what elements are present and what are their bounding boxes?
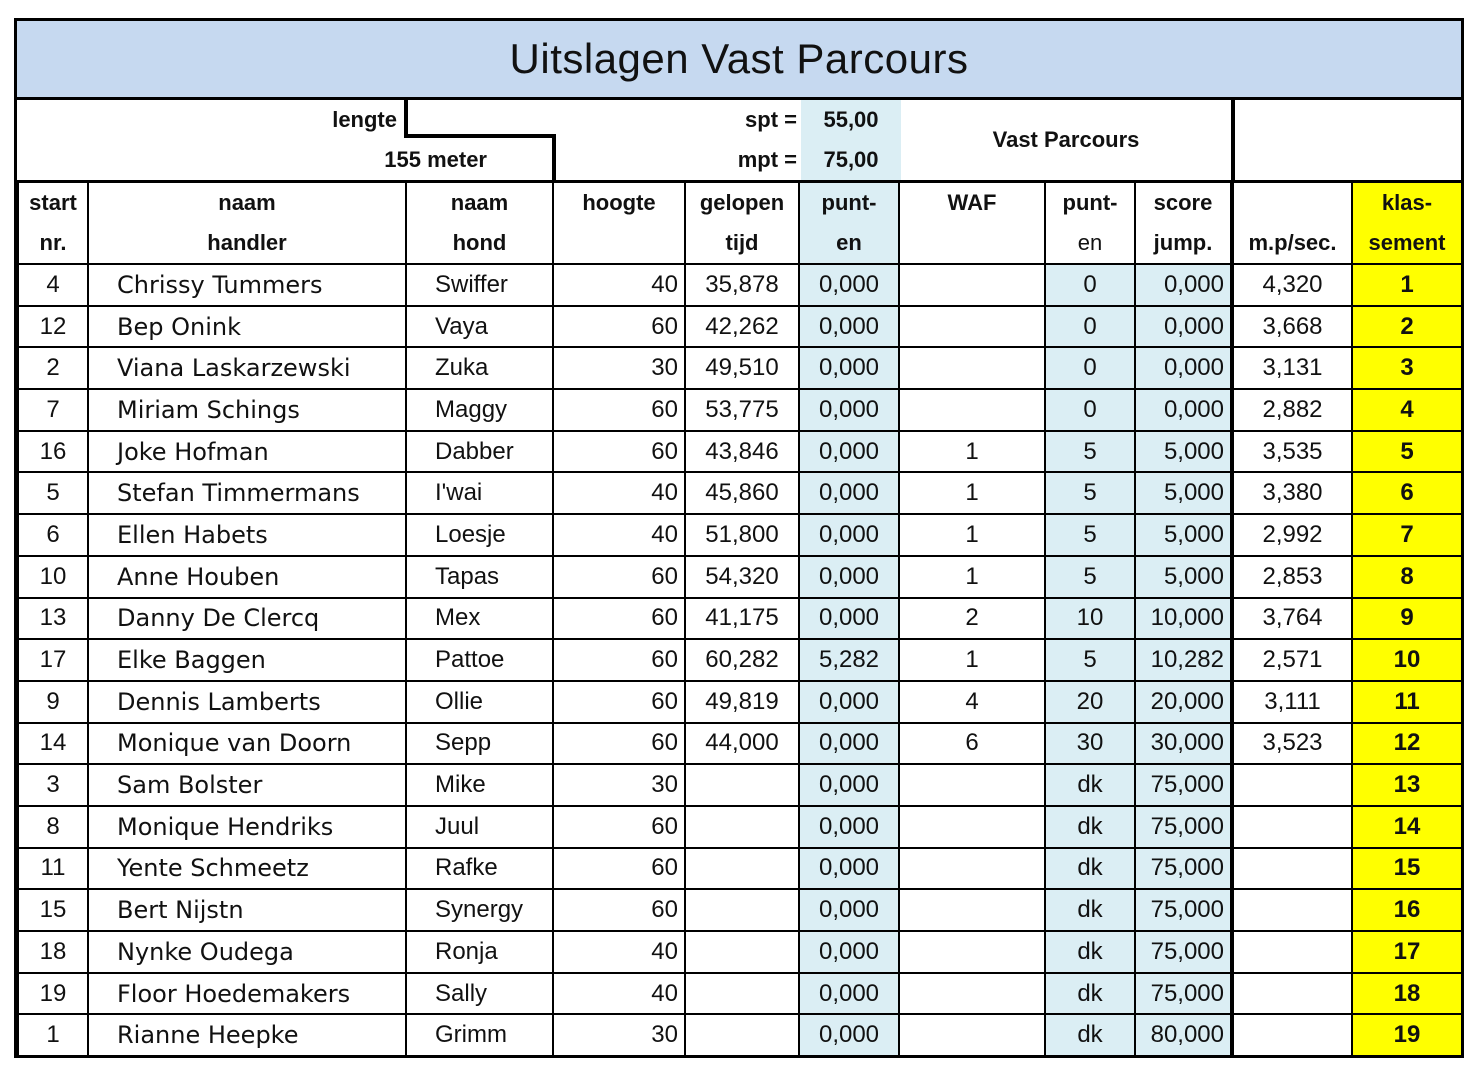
cell-hond: Dabber bbox=[406, 431, 553, 473]
cell-hond: Vaya bbox=[406, 306, 553, 348]
cell-handler: Miriam Schings bbox=[88, 389, 406, 431]
cell-hond: Zuka bbox=[406, 347, 553, 389]
cell-punten: dk bbox=[1045, 973, 1135, 1015]
cell-handler: Rianne Heepke bbox=[88, 1014, 406, 1056]
cell-mps: 2,992 bbox=[1232, 514, 1352, 556]
cell-klassement: 17 bbox=[1352, 931, 1462, 973]
cell-handler: Elke Baggen bbox=[88, 639, 406, 681]
cell-handler: Viana Laskarzewski bbox=[88, 347, 406, 389]
cell-punten: 5 bbox=[1045, 514, 1135, 556]
page-title: Uitslagen Vast Parcours bbox=[17, 21, 1461, 100]
col-punten: punt- bbox=[1045, 183, 1135, 223]
cell-waf: 1 bbox=[899, 556, 1045, 598]
cell-start: 8 bbox=[18, 806, 88, 848]
cell-tijd: 49,510 bbox=[685, 347, 799, 389]
table-row bbox=[18, 848, 1462, 890]
cell-hoogte: 30 bbox=[553, 347, 685, 389]
cell-handler: Chrissy Tummers bbox=[88, 264, 406, 306]
cell-mps: 3,131 bbox=[1232, 347, 1352, 389]
cell-punten: dk bbox=[1045, 764, 1135, 806]
table-row bbox=[18, 973, 1462, 1015]
cell-punten: 30 bbox=[1045, 723, 1135, 765]
cell-handler: Joke Hofman bbox=[88, 431, 406, 473]
cell-tijdpunten: 0,000 bbox=[799, 848, 899, 890]
cell-punten: 5 bbox=[1045, 472, 1135, 514]
cell-klassement: 3 bbox=[1352, 347, 1462, 389]
cell-waf bbox=[899, 806, 1045, 848]
col-handler: naam bbox=[88, 183, 406, 223]
cell-punten: dk bbox=[1045, 806, 1135, 848]
cell-mps bbox=[1232, 848, 1352, 890]
cell-mps: 4,320 bbox=[1232, 264, 1352, 306]
col-score: score bbox=[1135, 183, 1232, 223]
cell-score: 75,000 bbox=[1135, 889, 1232, 931]
cell-handler: Ellen Habets bbox=[88, 514, 406, 556]
cell-tijd: 60,282 bbox=[685, 639, 799, 681]
cell-start: 11 bbox=[18, 848, 88, 890]
spt-value: 55,00 bbox=[823, 107, 879, 132]
cell-tijdpunten: 0,000 bbox=[799, 598, 899, 640]
cell-hond: Maggy bbox=[406, 389, 553, 431]
cell-klassement: 13 bbox=[1352, 764, 1462, 806]
col-hond-sub: hond bbox=[406, 223, 553, 264]
cell-tijd: 53,775 bbox=[685, 389, 799, 431]
cell-punten: 0 bbox=[1045, 389, 1135, 431]
cell-tijd: 35,878 bbox=[685, 264, 799, 306]
cell-klassement: 6 bbox=[1352, 472, 1462, 514]
cell-tijdpunten: 0,000 bbox=[799, 889, 899, 931]
cell-handler: Sam Bolster bbox=[88, 764, 406, 806]
table-row bbox=[18, 639, 1462, 681]
cell-hoogte: 60 bbox=[553, 431, 685, 473]
col-tijdpunten-sub: en bbox=[799, 223, 899, 264]
col-hoogte-sub bbox=[553, 223, 685, 264]
cell-tijdpunten: 0,000 bbox=[799, 1014, 899, 1056]
lengte-value: 155 meter bbox=[384, 147, 487, 172]
divider bbox=[552, 134, 556, 180]
table-row bbox=[18, 1014, 1462, 1056]
col-tijdpunten: punt- bbox=[799, 183, 899, 223]
cell-punten: 0 bbox=[1045, 306, 1135, 348]
col-hoogte: hoogte bbox=[553, 183, 685, 223]
cell-start: 12 bbox=[18, 306, 88, 348]
cell-score: 20,000 bbox=[1135, 681, 1232, 723]
col-hond: naam bbox=[406, 183, 553, 223]
cell-score: 5,000 bbox=[1135, 556, 1232, 598]
cell-tijdpunten: 5,282 bbox=[799, 639, 899, 681]
spt-label: spt = bbox=[745, 107, 797, 132]
cell-tijd bbox=[685, 848, 799, 890]
cell-hond: Juul bbox=[406, 806, 553, 848]
cell-punten: 5 bbox=[1045, 431, 1135, 473]
cell-mps: 2,853 bbox=[1232, 556, 1352, 598]
cell-start: 2 bbox=[18, 347, 88, 389]
cell-waf bbox=[899, 848, 1045, 890]
table-row bbox=[18, 347, 1462, 389]
cell-waf: 1 bbox=[899, 514, 1045, 556]
cell-tijd bbox=[685, 764, 799, 806]
cell-score: 80,000 bbox=[1135, 1014, 1232, 1056]
table-row bbox=[18, 681, 1462, 723]
cell-hoogte: 40 bbox=[553, 931, 685, 973]
cell-hoogte: 40 bbox=[553, 973, 685, 1015]
cell-start: 10 bbox=[18, 556, 88, 598]
cell-mps: 3,668 bbox=[1232, 306, 1352, 348]
cell-hoogte: 60 bbox=[553, 723, 685, 765]
cell-mps: 2,571 bbox=[1232, 639, 1352, 681]
cell-tijdpunten: 0,000 bbox=[799, 764, 899, 806]
cell-tijd bbox=[685, 889, 799, 931]
cell-punten: 5 bbox=[1045, 639, 1135, 681]
cell-klassement: 11 bbox=[1352, 681, 1462, 723]
cell-tijdpunten: 0,000 bbox=[799, 681, 899, 723]
cell-waf: 6 bbox=[899, 723, 1045, 765]
cell-handler: Anne Houben bbox=[88, 556, 406, 598]
cell-tijdpunten: 0,000 bbox=[799, 931, 899, 973]
cell-klassement: 15 bbox=[1352, 848, 1462, 890]
mpt-label: mpt = bbox=[737, 147, 797, 172]
cell-waf bbox=[899, 306, 1045, 348]
cell-handler: Yente Schmeetz bbox=[88, 848, 406, 890]
cell-hoogte: 60 bbox=[553, 848, 685, 890]
cell-mps bbox=[1232, 931, 1352, 973]
cell-hoogte: 40 bbox=[553, 514, 685, 556]
cell-tijd: 45,860 bbox=[685, 472, 799, 514]
cell-start: 19 bbox=[18, 973, 88, 1015]
cell-start: 1 bbox=[18, 1014, 88, 1056]
col-handler-sub: handler bbox=[88, 223, 406, 264]
cell-waf bbox=[899, 889, 1045, 931]
cell-start: 5 bbox=[18, 472, 88, 514]
cell-hond: Grimm bbox=[406, 1014, 553, 1056]
cell-hoogte: 60 bbox=[553, 389, 685, 431]
cell-mps: 3,523 bbox=[1232, 723, 1352, 765]
cell-waf bbox=[899, 931, 1045, 973]
cell-score: 30,000 bbox=[1135, 723, 1232, 765]
cell-start: 17 bbox=[18, 639, 88, 681]
table-row bbox=[18, 556, 1462, 598]
cell-waf: 1 bbox=[899, 431, 1045, 473]
cell-mps bbox=[1232, 973, 1352, 1015]
cell-hoogte: 60 bbox=[553, 639, 685, 681]
cell-klassement: 14 bbox=[1352, 806, 1462, 848]
cell-hoogte: 40 bbox=[553, 264, 685, 306]
cell-start: 16 bbox=[18, 431, 88, 473]
cell-handler: Dennis Lamberts bbox=[88, 681, 406, 723]
cell-tijd: 51,800 bbox=[685, 514, 799, 556]
col-mps bbox=[1232, 183, 1352, 223]
cell-tijdpunten: 0,000 bbox=[799, 264, 899, 306]
results-table bbox=[17, 183, 1463, 1057]
cell-klassement: 5 bbox=[1352, 431, 1462, 473]
cell-hond: Tapas bbox=[406, 556, 553, 598]
cell-tijdpunten: 0,000 bbox=[799, 306, 899, 348]
cell-handler: Monique Hendriks bbox=[88, 806, 406, 848]
cell-mps: 3,380 bbox=[1232, 472, 1352, 514]
cell-mps bbox=[1232, 764, 1352, 806]
cell-hoogte: 60 bbox=[553, 598, 685, 640]
results-sheet bbox=[14, 18, 1464, 1058]
cell-klassement: 10 bbox=[1352, 639, 1462, 681]
cell-waf bbox=[899, 389, 1045, 431]
col-punten-sub: en bbox=[1045, 223, 1135, 264]
cell-score: 75,000 bbox=[1135, 931, 1232, 973]
cell-punten: 0 bbox=[1045, 347, 1135, 389]
cell-score: 0,000 bbox=[1135, 264, 1232, 306]
divider bbox=[1231, 100, 1235, 180]
cell-tijd bbox=[685, 806, 799, 848]
cell-klassement: 2 bbox=[1352, 306, 1462, 348]
cell-hond: Rafke bbox=[406, 848, 553, 890]
cell-tijd: 42,262 bbox=[685, 306, 799, 348]
col-waf: WAF bbox=[899, 183, 1045, 223]
cell-hond: Pattoe bbox=[406, 639, 553, 681]
cell-score: 0,000 bbox=[1135, 389, 1232, 431]
cell-punten: dk bbox=[1045, 931, 1135, 973]
cell-tijdpunten: 0,000 bbox=[799, 556, 899, 598]
col-klassement-sub: sement bbox=[1352, 223, 1462, 264]
cell-hond: Ronja bbox=[406, 931, 553, 973]
cell-waf: 1 bbox=[899, 472, 1045, 514]
divider bbox=[404, 100, 408, 137]
cell-punten: 5 bbox=[1045, 556, 1135, 598]
cell-handler: Monique van Doorn bbox=[88, 723, 406, 765]
cell-punten: 20 bbox=[1045, 681, 1135, 723]
cell-waf bbox=[899, 764, 1045, 806]
cell-start: 9 bbox=[18, 681, 88, 723]
cell-tijdpunten: 0,000 bbox=[799, 472, 899, 514]
cell-handler: Stefan Timmermans bbox=[88, 472, 406, 514]
cell-hond: Swiffer bbox=[406, 264, 553, 306]
cell-klassement: 12 bbox=[1352, 723, 1462, 765]
course-info bbox=[17, 100, 1461, 183]
table-row bbox=[18, 264, 1462, 306]
cell-handler: Floor Hoedemakers bbox=[88, 973, 406, 1015]
cell-klassement: 18 bbox=[1352, 973, 1462, 1015]
cell-mps: 3,535 bbox=[1232, 431, 1352, 473]
cell-waf: 4 bbox=[899, 681, 1045, 723]
cell-punten: dk bbox=[1045, 1014, 1135, 1056]
cell-tijdpunten: 0,000 bbox=[799, 806, 899, 848]
col-score-sub: jump. bbox=[1135, 223, 1232, 264]
cell-score: 5,000 bbox=[1135, 514, 1232, 556]
cell-start: 13 bbox=[18, 598, 88, 640]
cell-punten: dk bbox=[1045, 889, 1135, 931]
cell-punten: 10 bbox=[1045, 598, 1135, 640]
table-row bbox=[18, 723, 1462, 765]
cell-klassement: 1 bbox=[1352, 264, 1462, 306]
cell-mps bbox=[1232, 1014, 1352, 1056]
cell-hoogte: 40 bbox=[553, 472, 685, 514]
header-row bbox=[18, 183, 1462, 223]
table-row bbox=[18, 514, 1462, 556]
cell-score: 75,000 bbox=[1135, 764, 1232, 806]
cell-score: 5,000 bbox=[1135, 472, 1232, 514]
divider bbox=[404, 134, 556, 138]
col-mps-sub: m.p/sec. bbox=[1232, 223, 1352, 264]
cell-hond: Mike bbox=[406, 764, 553, 806]
cell-tijd bbox=[685, 973, 799, 1015]
cell-punten: dk bbox=[1045, 848, 1135, 890]
table-row bbox=[18, 431, 1462, 473]
cell-start: 6 bbox=[18, 514, 88, 556]
cell-hond: Synergy bbox=[406, 889, 553, 931]
cell-hoogte: 60 bbox=[553, 556, 685, 598]
cell-hoogte: 30 bbox=[553, 764, 685, 806]
cell-score: 75,000 bbox=[1135, 848, 1232, 890]
cell-waf: 2 bbox=[899, 598, 1045, 640]
lengte-label: lengte bbox=[332, 107, 397, 132]
cell-start: 4 bbox=[18, 264, 88, 306]
cell-start: 3 bbox=[18, 764, 88, 806]
cell-score: 0,000 bbox=[1135, 306, 1232, 348]
cell-tijdpunten: 0,000 bbox=[799, 389, 899, 431]
cell-hoogte: 60 bbox=[553, 806, 685, 848]
cell-score: 10,282 bbox=[1135, 639, 1232, 681]
cell-tijdpunten: 0,000 bbox=[799, 973, 899, 1015]
mpt-value: 75,00 bbox=[823, 147, 879, 172]
col-tijd: gelopen bbox=[685, 183, 799, 223]
header-row-2 bbox=[18, 223, 1462, 264]
cell-tijd: 41,175 bbox=[685, 598, 799, 640]
col-start: start bbox=[18, 183, 88, 223]
cell-score: 5,000 bbox=[1135, 431, 1232, 473]
cell-tijd: 43,846 bbox=[685, 431, 799, 473]
col-start-sub: nr. bbox=[18, 223, 88, 264]
cell-tijdpunten: 0,000 bbox=[799, 514, 899, 556]
cell-hoogte: 30 bbox=[553, 1014, 685, 1056]
cell-klassement: 19 bbox=[1352, 1014, 1462, 1056]
cell-score: 0,000 bbox=[1135, 347, 1232, 389]
col-klassement: klas- bbox=[1352, 183, 1462, 223]
table-row bbox=[18, 889, 1462, 931]
cell-hoogte: 60 bbox=[553, 681, 685, 723]
cell-klassement: 16 bbox=[1352, 889, 1462, 931]
cell-hond: Loesje bbox=[406, 514, 553, 556]
cell-hoogte: 60 bbox=[553, 889, 685, 931]
cell-hond: Ollie bbox=[406, 681, 553, 723]
cell-waf bbox=[899, 973, 1045, 1015]
cell-waf bbox=[899, 264, 1045, 306]
cell-score: 75,000 bbox=[1135, 806, 1232, 848]
cell-score: 75,000 bbox=[1135, 973, 1232, 1015]
cell-score: 10,000 bbox=[1135, 598, 1232, 640]
table-row bbox=[18, 389, 1462, 431]
table-row bbox=[18, 472, 1462, 514]
cell-tijdpunten: 0,000 bbox=[799, 723, 899, 765]
cell-tijd: 54,320 bbox=[685, 556, 799, 598]
cell-hond: I'wai bbox=[406, 472, 553, 514]
cell-waf: 1 bbox=[899, 639, 1045, 681]
cell-tijd: 44,000 bbox=[685, 723, 799, 765]
table-row bbox=[18, 764, 1462, 806]
cell-hond: Sepp bbox=[406, 723, 553, 765]
cell-mps: 3,111 bbox=[1232, 681, 1352, 723]
cell-start: 7 bbox=[18, 389, 88, 431]
cell-hoogte: 60 bbox=[553, 306, 685, 348]
cell-klassement: 4 bbox=[1352, 389, 1462, 431]
cell-start: 18 bbox=[18, 931, 88, 973]
cell-punten: 0 bbox=[1045, 264, 1135, 306]
cell-hond: Mex bbox=[406, 598, 553, 640]
cell-hond: Sally bbox=[406, 973, 553, 1015]
table-row bbox=[18, 306, 1462, 348]
cell-tijd bbox=[685, 931, 799, 973]
cell-mps bbox=[1232, 889, 1352, 931]
cell-tijdpunten: 0,000 bbox=[799, 347, 899, 389]
cell-waf bbox=[899, 1014, 1045, 1056]
cell-handler: Bert Nijstn bbox=[88, 889, 406, 931]
table-row bbox=[18, 931, 1462, 973]
cell-mps: 2,882 bbox=[1232, 389, 1352, 431]
cell-handler: Danny De Clercq bbox=[88, 598, 406, 640]
cell-tijdpunten: 0,000 bbox=[799, 431, 899, 473]
cell-handler: Nynke Oudega bbox=[88, 931, 406, 973]
cell-mps: 3,764 bbox=[1232, 598, 1352, 640]
cell-klassement: 9 bbox=[1352, 598, 1462, 640]
col-tijd-sub: tijd bbox=[685, 223, 799, 264]
col-waf-sub bbox=[899, 223, 1045, 264]
table-row bbox=[18, 598, 1462, 640]
cell-start: 14 bbox=[18, 723, 88, 765]
cell-tijd: 49,819 bbox=[685, 681, 799, 723]
cell-tijd bbox=[685, 1014, 799, 1056]
cell-klassement: 8 bbox=[1352, 556, 1462, 598]
cell-waf bbox=[899, 347, 1045, 389]
course-name: Vast Parcours bbox=[992, 127, 1140, 152]
cell-klassement: 7 bbox=[1352, 514, 1462, 556]
cell-handler: Bep Onink bbox=[88, 306, 406, 348]
cell-mps bbox=[1232, 806, 1352, 848]
cell-start: 15 bbox=[18, 889, 88, 931]
table-row bbox=[18, 806, 1462, 848]
